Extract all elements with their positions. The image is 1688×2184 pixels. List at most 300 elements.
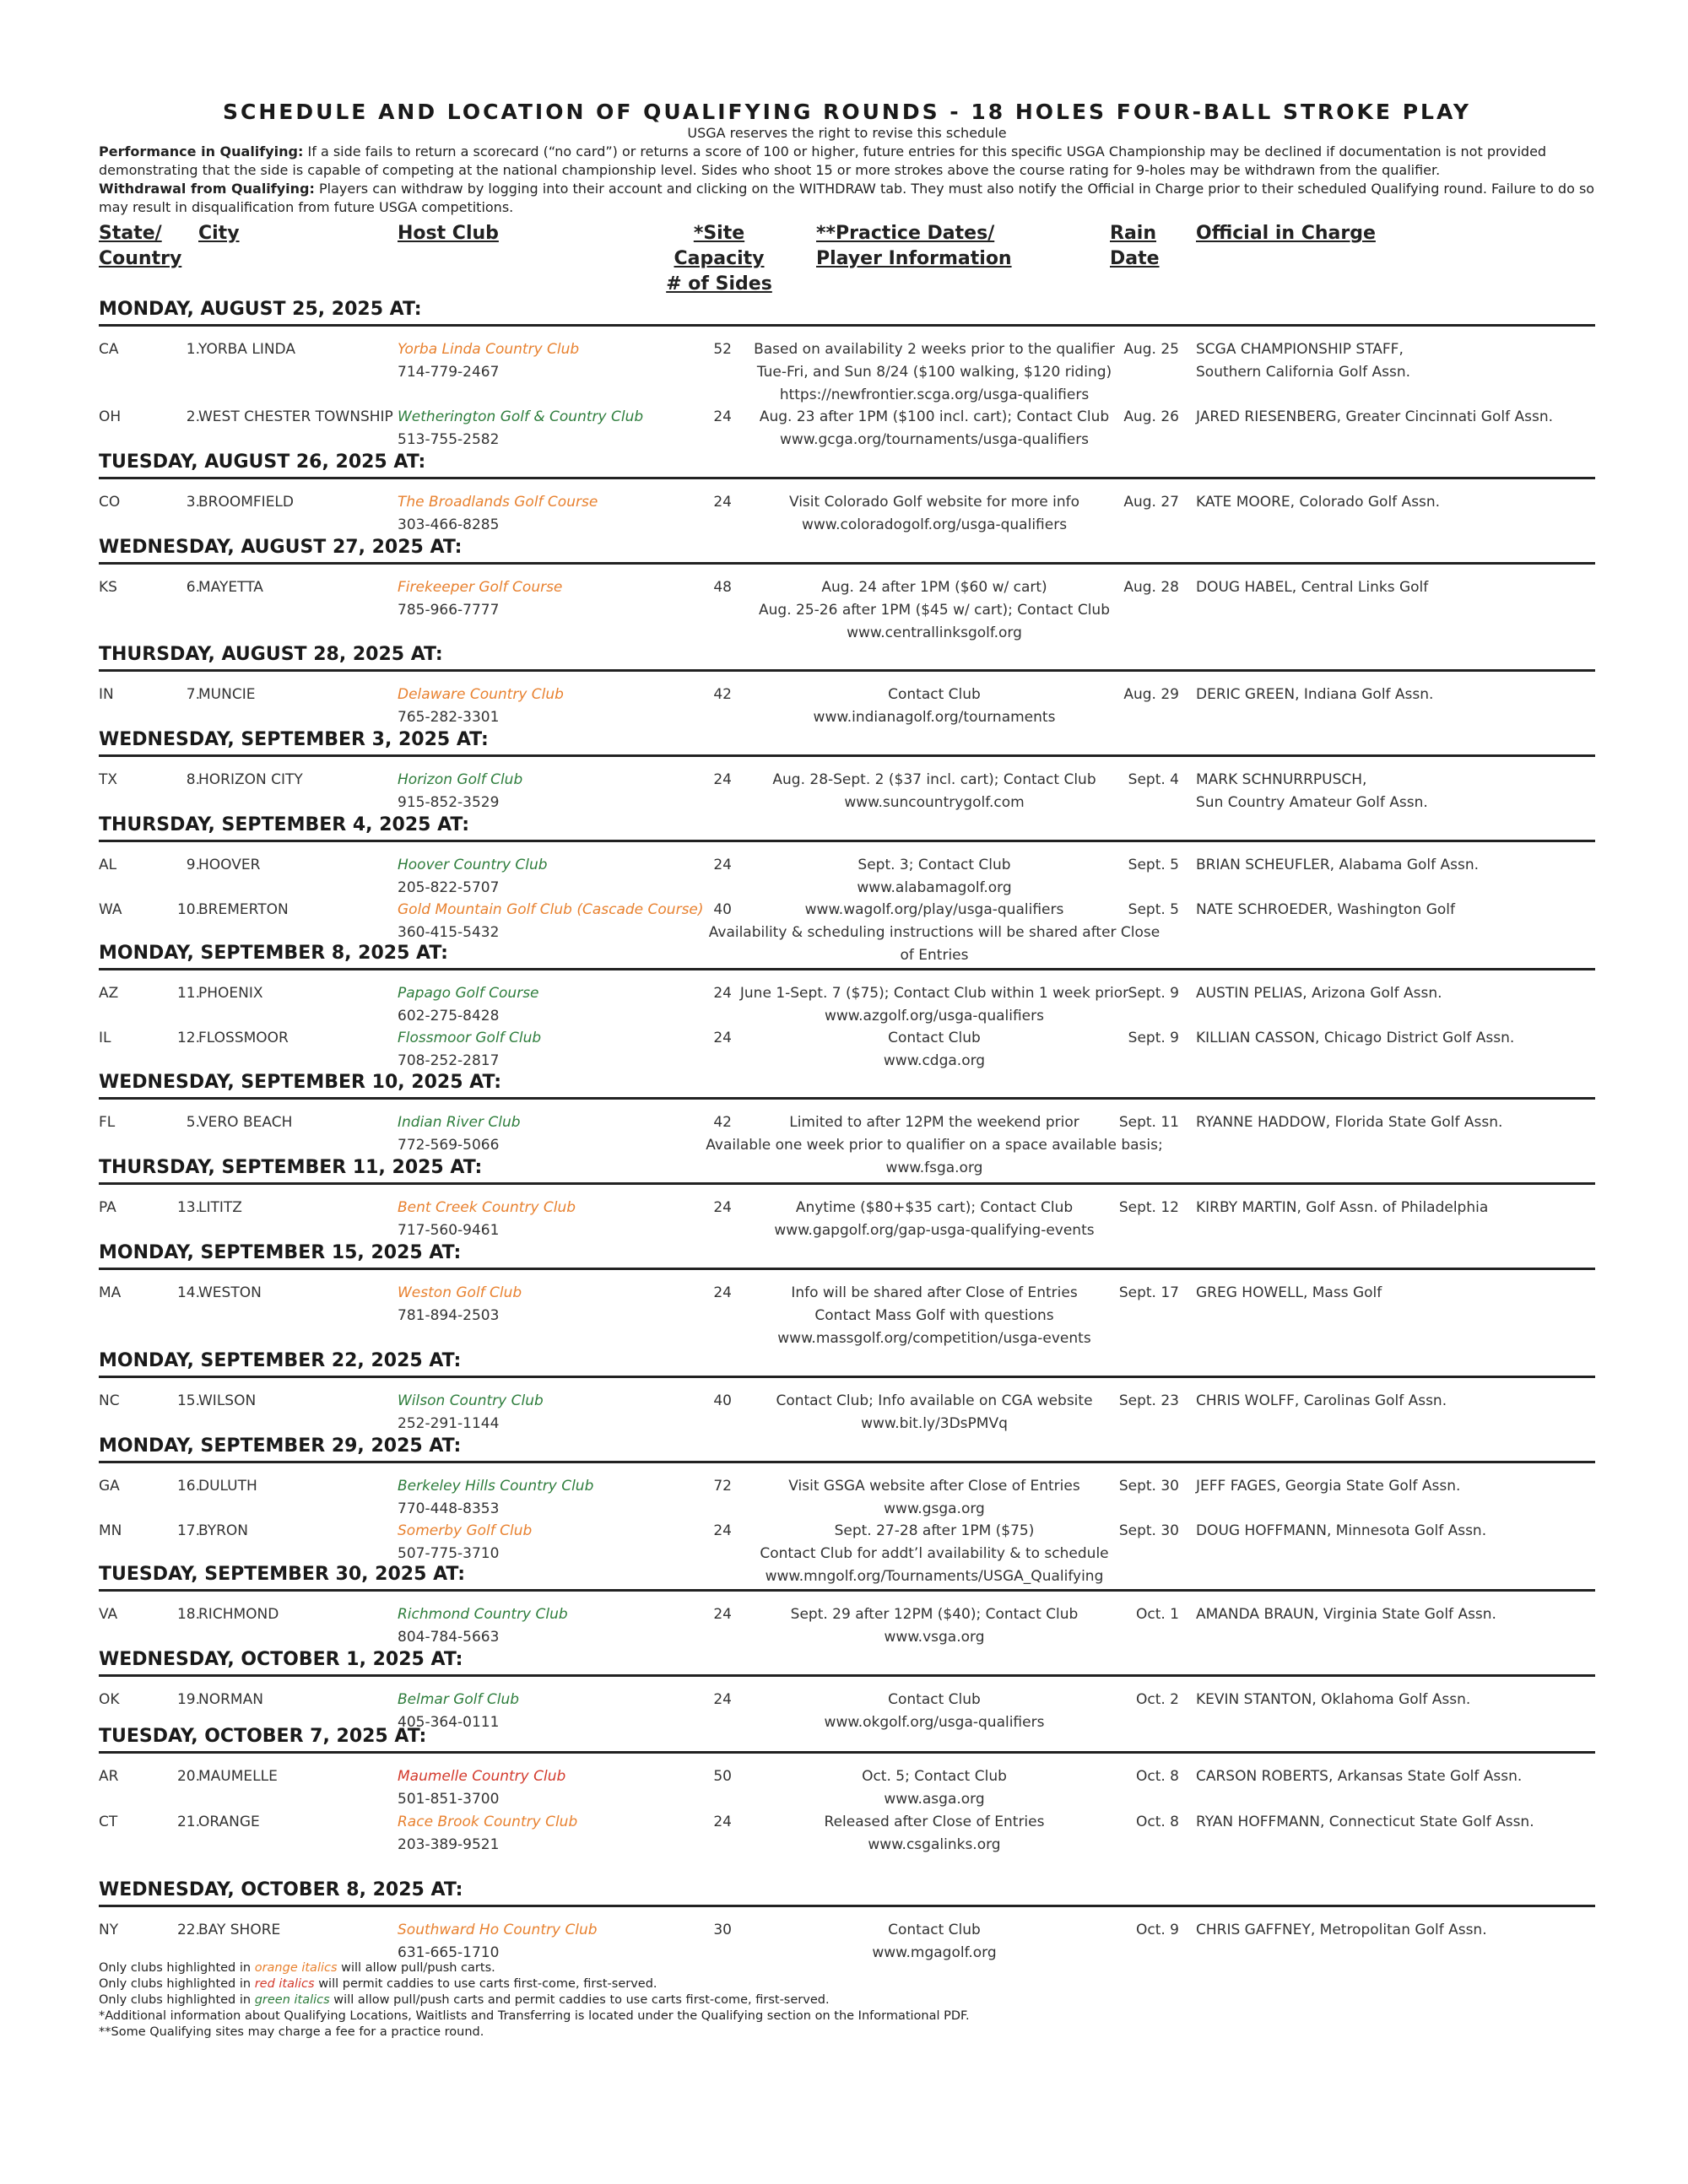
state-code: CA: [99, 341, 119, 358]
practice-info-line: Contact Club; Info available on CGA website: [776, 1392, 1093, 1409]
city-name: DULUTH: [198, 1478, 257, 1495]
host-club: [398, 899, 704, 944]
host-club-name: Wetherington Golf & Country Club: [398, 408, 644, 425]
practice-info-line: Info will be shared after Close of Entries: [791, 1284, 1078, 1301]
official-in-charge: [1196, 406, 1601, 429]
state-code: MA: [99, 1284, 122, 1301]
city-name: BROOMFIELD: [198, 494, 294, 511]
site-capacity: 24: [713, 1030, 732, 1046]
host-club-name: Bent Creek Country Club: [398, 1199, 576, 1216]
practice-info: [702, 338, 1166, 407]
state-code: KS: [99, 579, 117, 596]
host-club-name: Papago Golf Course: [398, 985, 539, 1002]
site-number: 3.: [186, 494, 200, 511]
host-club-name: Delaware Country Club: [398, 686, 564, 703]
host-club: [398, 576, 562, 622]
host-club-name: Hoover Country Club: [398, 857, 548, 873]
rain-date: Sept. 9: [1128, 985, 1179, 1002]
rain-date: Sept. 11: [1118, 1114, 1179, 1131]
site-number: 20.: [176, 1768, 200, 1785]
official-line: KILLIAN CASSON, Chicago District Golf Assn.: [1196, 1030, 1515, 1046]
official-line: KATE MOORE, Colorado Golf Assn.: [1196, 494, 1441, 511]
site-capacity: 52: [713, 341, 732, 358]
practice-info-line: Tue-Fri, and Sun 8/24 ($100 walking, $120 riding): [756, 364, 1112, 381]
site-capacity: 30: [713, 1922, 732, 1938]
practice-info-line: Released after Close of Entries: [824, 1814, 1045, 1830]
host-club-phone: 405-364-0111: [398, 1714, 500, 1731]
host-club-phone: 507-775-3710: [398, 1545, 500, 1562]
official-line: MARK SCHNURRPUSCH,: [1196, 771, 1367, 788]
host-club-name: Wilson Country Club: [398, 1392, 544, 1409]
host-club: [398, 854, 548, 900]
site-capacity: 24: [713, 771, 732, 788]
rain-date: Aug. 28: [1123, 579, 1179, 596]
rain-date: Sept. 30: [1118, 1478, 1179, 1495]
header-host-club: Host Club: [398, 223, 499, 244]
day-heading: MONDAY, SEPTEMBER 15, 2025 AT:: [99, 1242, 462, 1263]
site-capacity: 24: [713, 408, 732, 425]
practice-info-line: Aug. 24 after 1PM ($60 w/ cart): [821, 579, 1047, 596]
practice-info-line: www.suncountrygolf.com: [844, 794, 1025, 811]
practice-info-line: Contact Club for addt’l availability & to schedule: [760, 1545, 1109, 1562]
host-club-name: Flossmoor Golf Club: [398, 1030, 542, 1046]
practice-info-line: Contact Club: [888, 686, 981, 703]
city-name: ORANGE: [198, 1814, 260, 1830]
official-line: KIRBY MARTIN, Golf Assn. of Philadelphia: [1196, 1199, 1489, 1216]
city-name: BREMERTON: [198, 901, 289, 918]
official-line: AUSTIN PELIAS, Arizona Golf Assn.: [1196, 985, 1442, 1002]
state-code: CO: [99, 494, 121, 511]
qualifier-row: [99, 1282, 1595, 1349]
host-club-phone: 205-822-5707: [398, 879, 500, 896]
host-club-name: Gold Mountain Golf Club (Cascade Course): [398, 901, 704, 918]
city-name: BAY SHORE: [198, 1922, 281, 1938]
site-number: 2.: [186, 408, 200, 425]
host-club-name: Firekeeper Golf Course: [398, 579, 563, 596]
practice-info-line: www.massgolf.org/competition/usga-events: [777, 1330, 1091, 1347]
practice-info-line: June 1-Sept. 7 ($75); Contact Club within 1 week prior: [739, 985, 1129, 1002]
official-in-charge: [1196, 1919, 1601, 1942]
practice-info-line: www.mngolf.org/Tournaments/USGA_Qualifying: [765, 1568, 1104, 1585]
site-number: 18.: [176, 1606, 200, 1623]
qualifier-row: [99, 1811, 1595, 1879]
day-divider: [99, 1674, 1595, 1677]
official-line: DERIC GREEN, Indiana Golf Assn.: [1196, 686, 1434, 703]
practice-info: [702, 1111, 1166, 1180]
rain-date: Sept. 4: [1128, 771, 1179, 788]
host-club: [398, 1520, 532, 1565]
practice-info-line: Aug. 25-26 after 1PM ($45 w/ cart); Contact Club: [759, 602, 1110, 619]
official-line: KEVIN STANTON, Oklahoma Golf Assn.: [1196, 1691, 1471, 1708]
footnote-practice-fee: **Some Qualifying sites may charge a fee for a practice round.: [99, 2025, 484, 2039]
state-code: IL: [99, 1030, 111, 1046]
site-number: 10.: [176, 901, 200, 918]
official-in-charge: [1196, 684, 1601, 706]
site-capacity: 24: [713, 985, 732, 1002]
qualifier-row: [99, 576, 1595, 644]
withdrawal-note: [99, 180, 1595, 217]
day-heading: TUESDAY, OCTOBER 7, 2025 AT:: [99, 1726, 427, 1747]
practice-info: [702, 1197, 1166, 1242]
practice-info-line: www.indianagolf.org/tournaments: [813, 709, 1056, 726]
practice-info-line: www.bit.ly/3DsPMVq: [861, 1415, 1008, 1432]
host-club: [398, 1811, 577, 1857]
practice-info-line: Limited to after 12PM the weekend prior: [789, 1114, 1079, 1131]
host-club-name: Indian River Club: [398, 1114, 521, 1131]
day-divider: [99, 1751, 1595, 1754]
host-club: [398, 1475, 593, 1521]
day-divider: [99, 1905, 1595, 1907]
official-in-charge: [1196, 1390, 1601, 1413]
official-line: DOUG HOFFMANN, Minnesota Golf Assn.: [1196, 1522, 1487, 1539]
practice-info: [702, 1689, 1166, 1734]
host-club-phone: 513-755-2582: [398, 431, 500, 448]
host-club: [398, 1603, 568, 1649]
state-code: PA: [99, 1199, 116, 1216]
footnote-additional: *Additional information about Qualifying Locations, Waitlists and Transferring is located under the Qualifying section on the Informational PDF.: [99, 2009, 970, 2023]
city-name: HOOVER: [198, 857, 261, 873]
host-club-phone: 765-282-3301: [398, 709, 500, 726]
rain-date: Oct. 8: [1135, 1768, 1179, 1785]
state-code: WA: [99, 901, 122, 918]
state-code: OH: [99, 408, 122, 425]
day-divider: [99, 324, 1595, 327]
practice-info-line: Visit GSGA website after Close of Entries: [788, 1478, 1080, 1495]
official-line: DOUG HABEL, Central Links Golf: [1196, 579, 1429, 596]
official-in-charge: [1196, 899, 1601, 922]
official-in-charge: [1196, 1475, 1601, 1498]
practice-info-line: Visit Colorado Golf website for more info: [788, 494, 1080, 511]
practice-info-line: www.csgalinks.org: [868, 1836, 1001, 1853]
withdrawal-text: Players can withdraw by logging into their account and clicking on the WITHDRAW tab. They must also notify the Official in Charge prior to their scheduled Qualifying round. Failure to do so may result in disqualification from future USGA competitions.: [99, 181, 1595, 215]
practice-info-line: www.alabamagolf.org: [857, 879, 1012, 896]
city-name: NORMAN: [198, 1691, 263, 1708]
practice-info-line: www.azgolf.org/usga-qualifiers: [825, 1008, 1044, 1024]
official-line: JEFF FAGES, Georgia State Golf Assn.: [1196, 1478, 1461, 1495]
day-divider: [99, 1182, 1595, 1185]
state-code: OK: [99, 1691, 120, 1708]
practice-info: [702, 1282, 1166, 1350]
host-club-name: Berkeley Hills Country Club: [398, 1478, 594, 1495]
state-code: GA: [99, 1478, 120, 1495]
day-heading: WEDNESDAY, SEPTEMBER 10, 2025 AT:: [99, 1072, 502, 1093]
city-name: YORBA LINDA: [198, 341, 295, 358]
site-number: 9.: [186, 857, 200, 873]
day-heading: MONDAY, SEPTEMBER 29, 2025 AT:: [99, 1435, 462, 1457]
practice-info: [702, 854, 1166, 900]
site-capacity: 42: [713, 1114, 732, 1131]
official-line: BRIAN SCHEUFLER, Alabama Golf Assn.: [1196, 857, 1480, 873]
practice-info-line: Sept. 27-28 after 1PM ($75): [834, 1522, 1035, 1539]
host-club-phone: 501-851-3700: [398, 1791, 500, 1808]
practice-info: [702, 576, 1166, 645]
rain-date: Sept. 5: [1128, 901, 1179, 918]
day-divider: [99, 477, 1595, 479]
state-code: CT: [99, 1814, 118, 1830]
host-club-phone: 252-291-1144: [398, 1415, 500, 1432]
site-capacity: 24: [713, 494, 732, 511]
header-rain-date: Rain Date: [1110, 223, 1160, 269]
city-name: PHOENIX: [198, 985, 263, 1002]
host-club: [398, 1027, 541, 1073]
host-club: [398, 1390, 544, 1435]
practice-info-line: www.cdga.org: [883, 1052, 986, 1069]
day-divider: [99, 754, 1595, 757]
header-practice-dates: **Practice Dates/ Player Information: [816, 223, 1012, 269]
withdrawal-label: Withdrawal from Qualifying:: [99, 181, 315, 197]
host-club-phone: 602-275-8428: [398, 1008, 500, 1024]
city-name: VERO BEACH: [198, 1114, 293, 1131]
host-club-name: Southward Ho Country Club: [398, 1922, 598, 1938]
city-name: MAUMELLE: [198, 1768, 278, 1785]
practice-info-line: Sept. 3; Contact Club: [858, 857, 1011, 873]
practice-info: [702, 1603, 1166, 1649]
practice-info-line: www.coloradogolf.org/usga-qualifiers: [801, 516, 1068, 533]
host-club-name: Horizon Golf Club: [398, 771, 523, 788]
host-club-name: Weston Golf Club: [398, 1284, 522, 1301]
site-number: 8.: [186, 771, 200, 788]
official-in-charge: [1196, 1689, 1601, 1711]
rain-date: Sept. 5: [1128, 857, 1179, 873]
state-code: AZ: [99, 985, 119, 1002]
rain-date: Aug. 29: [1123, 686, 1179, 703]
city-name: BYRON: [198, 1522, 249, 1539]
state-code: NC: [99, 1392, 120, 1409]
official-line: CHRIS GAFFNEY, Metropolitan Golf Assn.: [1196, 1922, 1487, 1938]
practice-info-line: Availability & scheduling instructions will be shared after Close of Entries: [708, 924, 1160, 964]
practice-info-line: Sept. 29 after 12PM ($40); Contact Club: [790, 1606, 1079, 1623]
site-capacity: 24: [713, 1199, 732, 1216]
official-line: SCGA CHAMPIONSHIP STAFF,: [1196, 341, 1404, 358]
city-name: MAYETTA: [198, 579, 263, 596]
site-capacity: 24: [713, 1284, 732, 1301]
state-code: NY: [99, 1922, 119, 1938]
host-club: [398, 1765, 565, 1811]
practice-info-line: www.gsga.org: [884, 1500, 985, 1517]
host-club-name: Somerby Golf Club: [398, 1522, 533, 1539]
host-club: [398, 338, 579, 384]
city-name: WESTON: [198, 1284, 262, 1301]
host-club: [398, 491, 598, 537]
city-name: MUNCIE: [198, 686, 256, 703]
host-club-phone: 717-560-9461: [398, 1222, 500, 1239]
official-line: RYAN HOFFMANN, Connecticut State Golf Assn.: [1196, 1814, 1534, 1830]
site-number: 16.: [176, 1478, 200, 1495]
practice-info-line: Aug. 23 after 1PM ($100 incl. cart); Contact Club: [759, 408, 1110, 425]
official-line: NATE SCHROEDER, Washington Golf: [1196, 901, 1455, 918]
performance-label: Performance in Qualifying:: [99, 143, 304, 159]
practice-info: [702, 1475, 1166, 1521]
city-name: WEST CHESTER TOWNSHIP: [198, 408, 393, 425]
practice-info-line: Contact Club: [888, 1691, 981, 1708]
day-heading: WEDNESDAY, SEPTEMBER 3, 2025 AT:: [99, 729, 489, 750]
state-code: VA: [99, 1606, 118, 1623]
site-number: 13.: [176, 1199, 200, 1216]
host-club-phone: 772-569-5066: [398, 1137, 500, 1154]
practice-info-line: www.okgolf.org/usga-qualifiers: [824, 1714, 1045, 1731]
official-line: AMANDA BRAUN, Virginia State Golf Assn.: [1196, 1606, 1496, 1623]
host-club-name: Richmond Country Club: [398, 1606, 568, 1623]
day-divider: [99, 840, 1595, 842]
host-club: [398, 406, 643, 451]
day-divider: [99, 562, 1595, 565]
day-heading: WEDNESDAY, AUGUST 27, 2025 AT:: [99, 537, 463, 558]
host-club-name: Maumelle Country Club: [398, 1768, 566, 1785]
host-club-name: The Broadlands Golf Course: [398, 494, 598, 511]
site-capacity: 72: [713, 1478, 732, 1495]
site-number: 17.: [176, 1522, 200, 1539]
official-in-charge: [1196, 854, 1601, 877]
site-number: 12.: [176, 1030, 200, 1046]
site-capacity: 50: [713, 1768, 732, 1785]
state-code: MN: [99, 1522, 122, 1539]
official-in-charge: [1196, 1282, 1601, 1305]
official-line: RYANNE HADDOW, Florida State Golf Assn.: [1196, 1114, 1503, 1131]
practice-info: [702, 1919, 1166, 1965]
performance-note: [99, 143, 1595, 180]
practice-info-line: Available one week prior to qualifier on a space available basis; www.fsga.org: [706, 1137, 1163, 1176]
practice-info: [702, 1390, 1166, 1435]
practice-info-line: Oct. 5; Contact Club: [862, 1768, 1007, 1785]
day-divider: [99, 1268, 1595, 1270]
practice-info-line: Contact Mass Golf with questions: [814, 1307, 1054, 1324]
host-club-name: Belmar Golf Club: [398, 1691, 520, 1708]
site-number: 5.: [186, 1114, 200, 1131]
practice-info: [702, 899, 1166, 967]
host-club: [398, 1197, 576, 1242]
host-club-phone: 804-784-5663: [398, 1629, 500, 1646]
official-line: CHRIS WOLFF, Carolinas Golf Assn.: [1196, 1392, 1447, 1409]
state-code: FL: [99, 1114, 116, 1131]
site-number: 15.: [176, 1392, 200, 1409]
site-capacity: 24: [713, 1606, 732, 1623]
day-divider: [99, 1376, 1595, 1378]
site-number: 11.: [176, 985, 200, 1002]
qualifier-row: [99, 338, 1595, 406]
practice-info-line: Based on availability 2 weeks prior to the qualifier: [754, 341, 1115, 358]
footnote-green: Only clubs highlighted in green italics will allow pull/push carts and permit caddies to use carts first-come, first-served.: [99, 1993, 830, 2007]
day-divider: [99, 968, 1595, 970]
state-code: IN: [99, 686, 114, 703]
day-heading: WEDNESDAY, OCTOBER 1, 2025 AT:: [99, 1649, 463, 1670]
practice-info-line: www.gapgolf.org/gap-usga-qualifying-events: [774, 1222, 1095, 1239]
official-line: CARSON ROBERTS, Arkansas State Golf Assn.: [1196, 1768, 1523, 1785]
practice-info-line: Aug. 28-Sept. 2 ($37 incl. cart); Contact Club: [772, 771, 1096, 788]
rain-date: Aug. 25: [1123, 341, 1179, 358]
official-in-charge: [1196, 982, 1601, 1005]
practice-info: [702, 769, 1166, 814]
site-number: 14.: [176, 1284, 200, 1301]
official-line: Southern California Golf Assn.: [1196, 364, 1411, 381]
site-number: 22.: [176, 1922, 200, 1938]
host-club-phone: 915-852-3529: [398, 794, 500, 811]
rain-date: Oct. 2: [1135, 1691, 1179, 1708]
rain-date: Aug. 27: [1123, 494, 1179, 511]
practice-info: [702, 1027, 1166, 1073]
rain-date: Sept. 12: [1118, 1199, 1179, 1216]
day-heading: TUESDAY, AUGUST 26, 2025 AT:: [99, 451, 426, 473]
official-in-charge: [1196, 1603, 1601, 1626]
host-club-phone: 714-779-2467: [398, 364, 500, 381]
host-club-phone: 631-665-1710: [398, 1944, 500, 1961]
day-heading: MONDAY, SEPTEMBER 8, 2025 AT:: [99, 943, 448, 964]
header-official: Official in Charge: [1196, 223, 1376, 244]
official-in-charge: [1196, 1027, 1601, 1050]
footnote-red: Only clubs highlighted in red italics will permit caddies to use carts first-come, first-served.: [99, 1977, 657, 1991]
practice-info-line: www.centrallinksgolf.org: [847, 624, 1022, 641]
host-club: [398, 1282, 522, 1327]
header-state: State/ Country: [99, 223, 182, 269]
rain-date: Sept. 30: [1118, 1522, 1179, 1539]
page-title: SCHEDULE AND LOCATION OF QUALIFYING ROUNDS - 18 HOLES FOUR-BALL STROKE PLAY: [222, 100, 1472, 124]
practice-info-line: www.wagolf.org/play/usga-qualifiers: [804, 901, 1064, 918]
rain-date: Aug. 26: [1123, 408, 1179, 425]
host-club-phone: 360-415-5432: [398, 924, 500, 941]
day-heading: THURSDAY, AUGUST 28, 2025 AT:: [99, 644, 443, 665]
day-heading: THURSDAY, SEPTEMBER 4, 2025 AT:: [99, 814, 470, 835]
rain-date: Sept. 17: [1118, 1284, 1179, 1301]
practice-info-line: Contact Club: [888, 1030, 981, 1046]
rain-date: Sept. 23: [1118, 1392, 1179, 1409]
host-club: [398, 769, 522, 814]
state-code: TX: [99, 771, 118, 788]
host-club-phone: 785-966-7777: [398, 602, 500, 619]
host-club-name: Race Brook Country Club: [398, 1814, 578, 1830]
official-in-charge: [1196, 338, 1601, 384]
host-club: [398, 1111, 521, 1157]
practice-info-line: www.gcga.org/tournaments/usga-qualifiers: [779, 431, 1090, 448]
header-site-capacity: *Site Capacity # of Sides: [666, 223, 772, 295]
rain-date: Oct. 1: [1135, 1606, 1179, 1623]
official-in-charge: [1196, 576, 1601, 599]
day-heading: MONDAY, AUGUST 25, 2025 AT:: [99, 299, 422, 320]
footnote-orange: Only clubs highlighted in orange italics will allow pull/push carts.: [99, 1961, 495, 1975]
practice-info: [702, 982, 1166, 1028]
practice-info: [702, 491, 1166, 537]
official-in-charge: [1196, 1811, 1601, 1834]
day-divider: [99, 1097, 1595, 1100]
day-heading: THURSDAY, SEPTEMBER 11, 2025 AT:: [99, 1157, 483, 1178]
host-club-phone: 708-252-2817: [398, 1052, 500, 1069]
city-name: HORIZON CITY: [198, 771, 303, 788]
site-number: 7.: [186, 686, 200, 703]
city-name: LITITZ: [198, 1199, 242, 1216]
state-code: AR: [99, 1768, 119, 1785]
rain-date: Oct. 9: [1135, 1922, 1179, 1938]
official-line: Sun Country Amateur Golf Assn.: [1196, 794, 1428, 811]
site-number: 21.: [176, 1814, 200, 1830]
city-name: WILSON: [198, 1392, 257, 1409]
practice-info: [702, 684, 1166, 729]
practice-info-line: www.mgagolf.org: [872, 1944, 997, 1961]
site-capacity: 24: [713, 1814, 732, 1830]
official-line: GREG HOWELL, Mass Golf: [1196, 1284, 1382, 1301]
practice-info-line: https://newfrontier.scga.org/usga-qualifiers: [779, 387, 1090, 403]
day-divider: [99, 1589, 1595, 1592]
day-divider: [99, 669, 1595, 672]
site-capacity: 42: [713, 686, 732, 703]
city-name: RICHMOND: [198, 1606, 279, 1623]
practice-info: [702, 406, 1166, 451]
host-club: [398, 982, 539, 1028]
official-in-charge: [1196, 491, 1601, 514]
state-code: AL: [99, 857, 117, 873]
official-in-charge: [1196, 1111, 1601, 1134]
host-club-phone: 781-894-2503: [398, 1307, 500, 1324]
practice-info: [702, 1520, 1166, 1588]
host-club-name: Yorba Linda Country Club: [398, 341, 580, 358]
site-capacity: 40: [713, 901, 732, 918]
